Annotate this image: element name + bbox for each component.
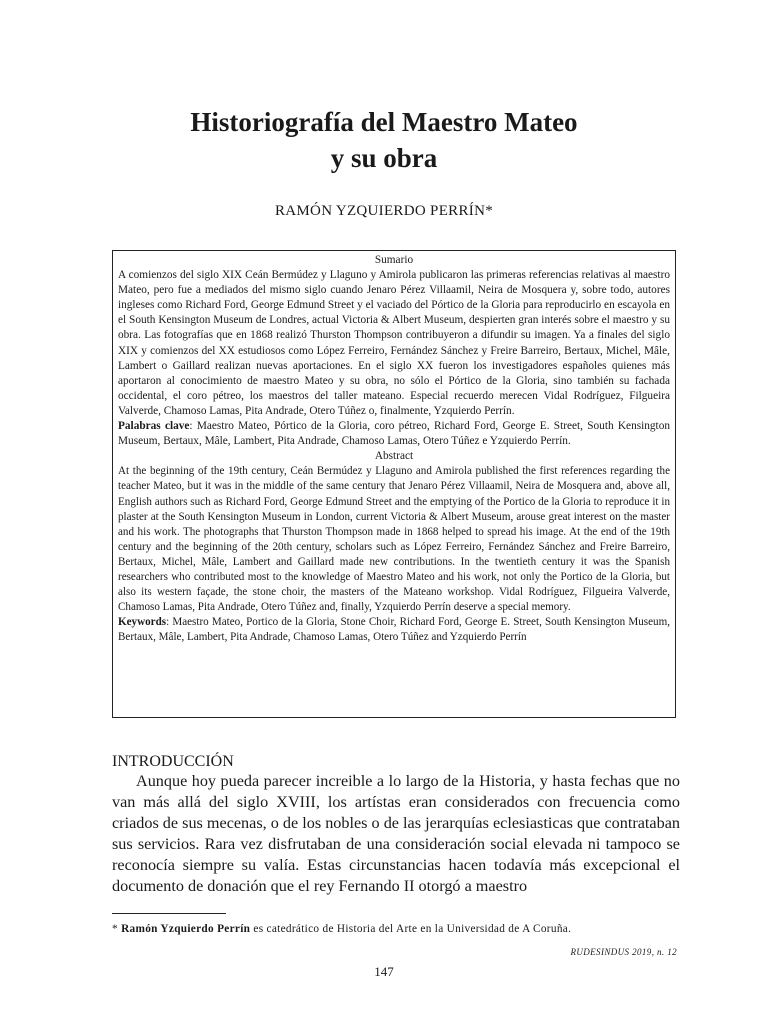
palabras-clave: [118, 419, 670, 449]
title-line-1: Historiografía del Maestro Mateo: [190, 107, 578, 137]
keywords-label: Keywords: [118, 616, 167, 629]
footnote-text: es catedrático de Historia del Arte en la Universidad de A Coruña.: [250, 923, 572, 935]
sumario-text: A comienzos del siglo XIX Ceán Bermúdez y Llaguno y Amirola publicaron las primeras referencias relativas al maestro Mateo, pero fue a mediados del mismo siglo cuando Jenaro Pérez Villaamil, Neira de Mosquera y, sobre todo, autores ingleses como Richard Ford, George Edmund Street y el vaciado del Pórtico de la Gloria para reproducirlo en escayola en el South Kensington Museum de Londres, actual Victoria & Albert Museum, despierten gran interés sobre el maestro y su obra. Las fotografías que en 1868 realizó Thurston Thompson contribuyeron a difundir su imagen. Ya a finales del siglo XIX y comienzos del XX estudiosos como López Ferreiro, Fernández Sánchez y Freire Barreiro, Bertaux, Michel, Mâle, Lambert o Gaillard realizan nuevas aportaciones. En el siglo XX fueron los investigadores españoles quienes más aportaron al conocimiento de maestro Mateo y su obra, no sólo el Pórtico de la Gloria, sino también su fachada occidental, el coro pétreo, los maestros del taller mateano. Especial recuerdo merecen Vidal Rodríguez, Filgueira Valverde, Chamoso Lamas, Pita Andrade, Otero Túñez o, finalmente, Yzquierdo Perrín.: [118, 269, 670, 417]
article-title: [0, 104, 768, 176]
sumario-heading: Sumario: [374, 254, 414, 266]
footnote-marker: *: [112, 923, 118, 935]
footnote-author: Ramón Yzquierdo Perrín: [121, 923, 251, 935]
footnote-rule: [112, 913, 226, 914]
section-heading: INTRODUCCIÓN: [112, 753, 234, 770]
title-line-2: y su obra: [330, 143, 438, 173]
abstract-box: [112, 250, 676, 718]
journal-reference: RUDESINDUS 2019, n. 12: [570, 947, 677, 957]
keywords: [118, 615, 670, 645]
keywords-text: : Maestro Mateo, Portico de la Gloria, Stone Choir, Richard Ford, George E. Street, South Kensington Museum, Bertaux, Mâle, Lambert, Pita Andrade, Chamoso Lamas, Otero Túñez and Yzquierdo Perrín: [118, 616, 670, 644]
page-number: 147: [374, 964, 394, 979]
body-paragraph: Aunque hoy pueda parecer increible a lo largo de la Historia, y hasta fechas que no van más allá del siglo XVIII, los artístas eran considerados con frecuencia como criados de sus mecenas, o de los nobles o de las jerarquías eclesiasticas que contrataban sus servicios. Rara vez disfrutaban de una consideración social elevada ni tampoco se reconocía siempre su valía. Estas circunstancias hacen todavía más excepcional el documento de donación que el rey Fernando II otorgó a maestro: [112, 772, 680, 895]
abstract-text: At the beginning of the 19th century, Ceán Bermúdez y Llaguno and Amirola published the first references regarding the teacher Mateo, but it was in the middle of the same century that Jenaro Pérez Villaamil, Neira de Mosquera and, above all, English authors such as Richard Ford, George Edmund Street and the emptying of the Portico de la Gloria to reproduce it in plaster at the South Kensington Museum in London, current Victoria & Albert Museum, arouse great interest on the master and his work. The photographs that Thurston Thompson made in 1868 helped to spread his image. At the end of the 19th century and the beginning of the 20th century, scholars such as López Ferreiro, Fernández Sánchez and Freire Barreiro, Bertaux, Michel, Mâle, Lambert and Gaillard made new contributions. In the twentieth century it was the Spanish researchers who contributed most to the knowledge of Maestro Mateo and his work, not only the Portico de la Gloria, but also its western façade, the stone choir, the masters of the Mateano workshop. Vidal Rodríguez, Filgueira Valverde, Chamoso Lamas, Pita Andrade, Otero Túñez and, finally, Yzquierdo Perrín deserve a special memory.: [118, 465, 670, 614]
abstract-heading: Abstract: [374, 450, 414, 463]
body-text: [112, 771, 680, 897]
palabras-clave-text: : Maestro Mateo, Pórtico de la Gloria, coro pétreo, Richard Ford, George E. Street, South Kensington Museum, Bertaux, Mâle, Lambert, Pita Andrade, Chamoso Lamas, Otero Túñez e Yzquierdo Perrín.: [118, 420, 670, 448]
footnote: [112, 922, 680, 937]
author-name: RAMÓN YZQUIERDO PERRÍN*: [274, 203, 493, 219]
palabras-clave-label: Palabras clave: [118, 420, 190, 433]
